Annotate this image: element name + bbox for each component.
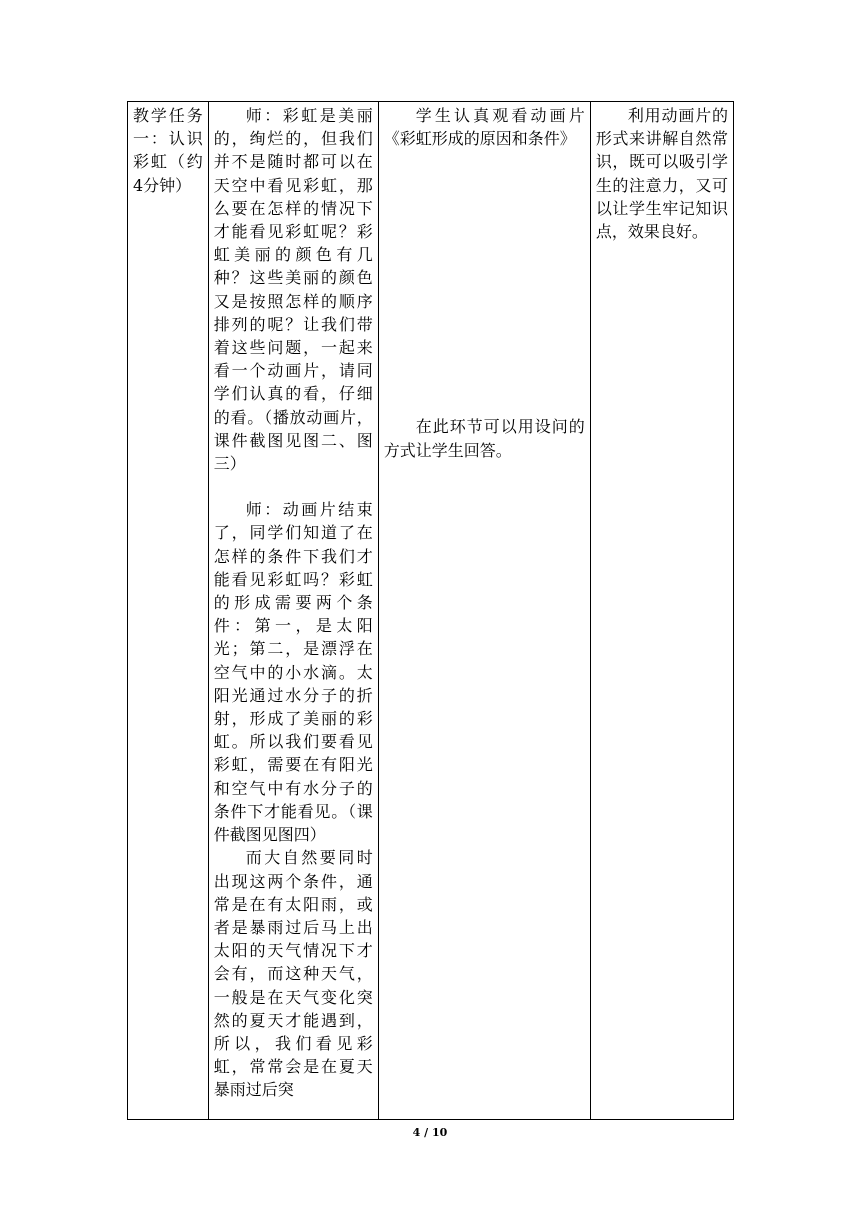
student-paragraph-2: 在此环节可以用设问的方式让学生回答。 (383, 417, 585, 460)
student-activity-cell (378, 102, 590, 1120)
design-intent-cell (590, 102, 733, 1120)
teacher-paragraph-1: 师：彩虹是美丽的，绚烂的，但我们并不是随时都可以在天空中看见彩虹，那么要在怎样的情况下才能看见彩虹呢？彩虹美丽的颜色有几种？这些美丽的颜色又是按照怎样的顺序排列的呢？让我们带着这些问题，一起来看一个动画片，请同学们认真的看，仔细的看。（播放动画片，课件截图见图二、图三） (213, 106, 373, 474)
student-paragraph-1: 学生认真观看动画片《彩虹形成的原因和条件》 (383, 106, 585, 149)
table-row (128, 102, 734, 1120)
teacher-paragraph-3: 而大自然要同时出现这两个条件，通常是在有太阳雨，或者是暴雨过后马上出太阳的天气情况下才会有，而这种天气，一般是在天气变化突然的夏天才能遇到，所以，我们看见彩虹，常常会是在夏天暴雨过后突 (213, 848, 373, 1100)
lesson-plan-table (127, 101, 734, 1120)
paragraph-gap (384, 150, 585, 415)
stage-text: 教学任务一：认识彩虹（约4分钟） (133, 106, 203, 195)
teacher-paragraph-2: 师：动画片结束了，同学们知道了在怎样的条件下我们才能看见彩虹吗？彩虹的形成需要两个条件：第一，是太阳光；第二，是漂浮在空气中的小水滴。太阳光通过水分子的折射，形成了美丽的彩虹。所以我们要看见彩虹，需要在有阳光和空气中有水分子的条件下才能看见。（课件截图见图四） (213, 500, 373, 845)
intent-paragraph-1: 利用动画片的形式来讲解自然常识，既可以吸引学生的注意力，又可以让学生牢记知识点，效果良好。 (595, 106, 728, 242)
teacher-activity-cell (208, 102, 378, 1120)
stage-cell (128, 102, 209, 1120)
page-number: 4 / 10 (412, 1126, 448, 1139)
paragraph-gap (214, 475, 373, 498)
